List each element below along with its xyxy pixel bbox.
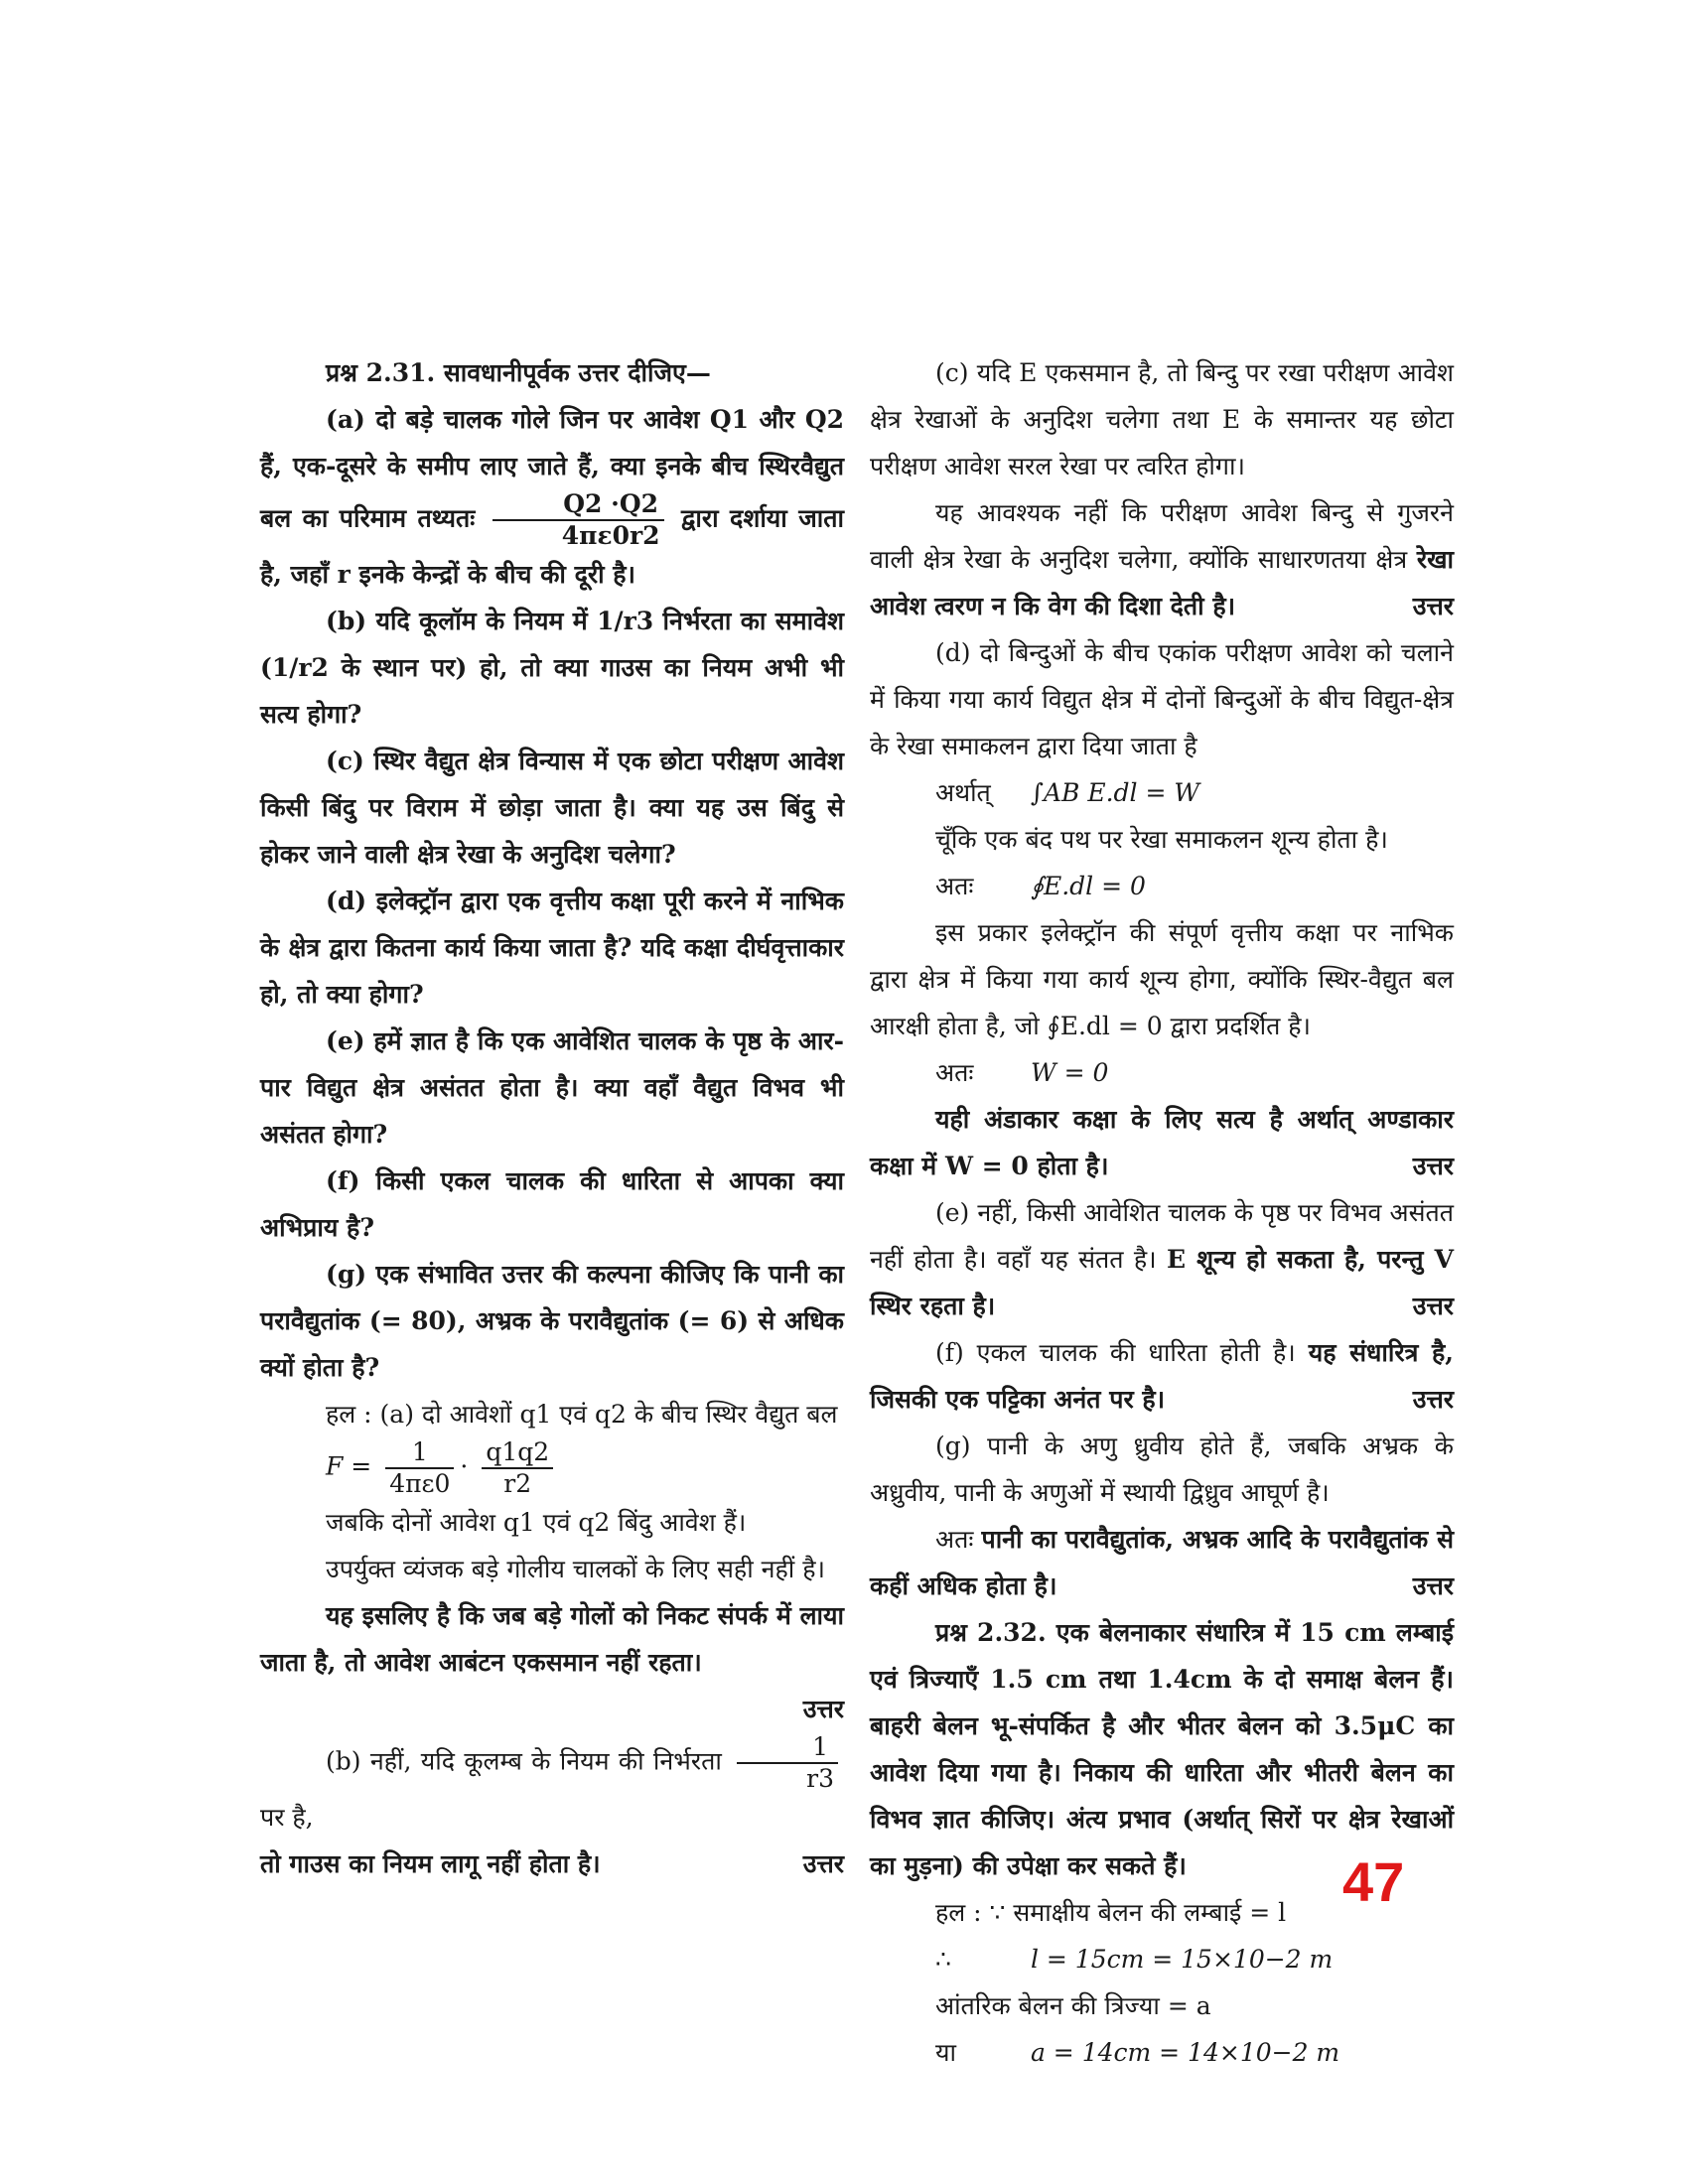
- question-d: (d) इलेक्ट्रॉन द्वारा एक वृत्तीय कक्षा पूरी करने में नाभिक के क्षेत्र द्वारा कितना कार्य किया जाता है? यदि कक्षा दीर्घवृत्ताकार हो, तो क्या होगा?: [260, 887, 844, 1009]
- question-2-31-heading: प्रश्न 2.31. सावधानीपूर्वक उत्तर दीजिए—: [326, 358, 711, 387]
- left-column: [260, 349, 844, 1887]
- solution-a-line2: जबकि दोनों आवेश q1 एवं q2 बिंदु आवेश हैं।: [326, 1508, 747, 1537]
- coulomb-force-equation: F = $\frac{1}{4\pi\varepsilon 0}$ · $\frac{q1q2}{r2}$: [260, 1437, 844, 1499]
- answer-label: उत्तर: [1412, 1292, 1454, 1320]
- answer-label: उत्तर: [802, 1849, 844, 1878]
- solution-e: (e) नहीं, किसी आवेशित चालक के पृष्ठ पर विभव असंतत नहीं होता है। वहाँ यह संतत है। E शून्य हो सकता है, परन्तु V स्थिर रहता है। उत्तर: [870, 1189, 1454, 1329]
- answer-label: उत्तर: [1412, 592, 1454, 620]
- solution-d-line2: चूँकि एक बंद पथ पर रेखा समाकलन शून्य होता है।: [935, 825, 1388, 854]
- solution-2-32-line3: आंतरिक बेलन की त्रिज्या = a: [935, 1991, 1211, 2020]
- solution-2-32-line1: हल : ∵ समाक्षीय बेलन की लम्बाई = l: [935, 1898, 1287, 1927]
- radius-equation: या a = 14cm = 14×10−2 m: [935, 2038, 1340, 2067]
- page-number: 47: [1342, 1850, 1405, 1913]
- force-fraction: $\frac{Q2 \cdot Q2}{4\pi\varepsilon 0r2}$: [492, 489, 664, 551]
- question-a: (a) दो बड़े चालक गोले जिन पर आवेश Q1 और Q2 हैं, एक-दूसरे के समीप लाए जाते हैं, क्या इनके बीच स्थिरवैद्युत बल का परिमाम तथ्यतः $\frac{Q2 \cdot Q2}{4\pi\varepsilon 0r2}$ द्वारा दर्शाया जाता है, जहाँ r इनके केन्द्रों के बीच की दूरी है।: [260, 405, 844, 589]
- question-c: (c) स्थिर वैद्युत क्षेत्र विन्यास में एक छोटा परीक्षण आवेश किसी बिंदु पर विराम में छोड़ा जाता है। क्या यह उस बिंदु से होकर जाने वाली क्षेत्र रेखा के अनुदिश चलेगा?: [260, 747, 844, 869]
- question-e: (e) हमें ज्ञात है कि एक आवेशित चालक के पृष्ठ के आर-पार विद्युत क्षेत्र असंतत होता है। क्या वहाँ वैद्युत विभव भी असंतत होगा?: [260, 1026, 844, 1149]
- solution-a-line4: यह इसलिए है कि जब बड़े गोलों को निकट संपर्क में लाया जाता है, तो आवेश आबंटन एकसमान नहीं रहता।: [260, 1601, 844, 1677]
- solution-a: हल : (a) दो आवेशों q1 एवं q2 के बीच स्थिर वैद्युत बल: [326, 1400, 838, 1429]
- answer-label: उत्तर: [802, 1695, 844, 1723]
- solution-d-line4: यही अंडाकार कक्षा के लिए सत्य है अर्थात् अण्डाकार कक्षा में W = 0 होता है। उत्तर: [870, 1096, 1454, 1189]
- question-g: (g) एक संभावित उत्तर की कल्पना कीजिए कि पानी का परावैद्युतांक (= 80), अभ्रक के परावैद्युतांक (= 6) से अधिक क्यों होता है?: [260, 1260, 844, 1382]
- solution-b-line2: तो गाउस का नियम लागू नहीं होता है। उत्तर: [260, 1841, 844, 1887]
- answer-label: उत्तर: [1412, 1152, 1454, 1180]
- solution-c: (c) यदि E एकसमान है, तो बिन्दु पर रखा परीक्षण आवेश क्षेत्र रेखाओं के अनुदिश चलेगा तथा E के समान्तर यह छोटा परीक्षण आवेश सरल रेखा पर त्वरित होगा।: [870, 358, 1454, 480]
- question-f: (f) किसी एकल चालक की धारिता से आपका क्या अभिप्राय है?: [260, 1166, 844, 1242]
- right-column: [870, 349, 1454, 2076]
- length-equation: ∴ l = 15cm = 15×10−2 m: [935, 1945, 1334, 1974]
- answer-label: उत्तर: [1412, 1571, 1454, 1600]
- question-b: (b) यदि कूलॉम के नियम में 1/r3 निर्भरता का समावेश (1/r2 के स्थान पर) हो, तो क्या गाउस का नियम अभी भी सत्य होगा?: [260, 607, 844, 729]
- solution-a-line3: उपर्युक्त व्यंजक बड़े गोलीय चालकों के लिए सही नहीं है।: [326, 1555, 825, 1583]
- solution-g-conclusion: अतः पानी का परावैद्युतांक, अभ्रक आदि के परावैद्युतांक से कहीं अधिक होता है। उत्तर: [870, 1516, 1454, 1609]
- closed-integral-equation: अतः ∮E.dl = 0: [935, 872, 1146, 900]
- solution-b: (b) नहीं, यदि कूलम्ब के नियम की निर्भरता $\frac{1}{r3}$ पर है,: [260, 1732, 844, 1841]
- answer-label: उत्तर: [1412, 1385, 1454, 1414]
- solution-g: (g) पानी के अणु ध्रुवीय होते हैं, जबकि अभ्रक के अध्रुवीय, पानी के अणुओं में स्थायी द्विध्रुव आघूर्ण है।: [870, 1432, 1454, 1507]
- work-zero-equation: अतः W = 0: [935, 1058, 1109, 1087]
- solution-d-line3: इस प्रकार इलेक्ट्रॉन की संपूर्ण वृत्तीय कक्षा पर नाभिक द्वारा क्षेत्र में किया गया कार्य शून्य होगा, क्योंकि स्थिर-वैद्युत बल आरक्षी होता है, जो ∮E.dl = 0 द्वारा प्रदर्शित है।: [870, 918, 1454, 1040]
- line-integral-equation: अर्थात् ∫AB E.dl = W: [935, 778, 1200, 807]
- solution-f: (f) एकल चालक की धारिता होती है। यह संधारित्र है, जिसकी एक पट्टिका अनंत पर है। उत्तर: [870, 1329, 1454, 1423]
- question-2-32: प्रश्न 2.32. एक बेलनाकार संधारित्र में 15 cm लम्बाई एवं त्रिज्याएँ 1.5 cm तथा 1.4cm के दो समाक्ष बेलन हैं। बाहरी बेलन भू-संपर्कित है और भीतर बेलन को 3.5μC का आवेश दिया गया है। निकाय की धारिता और भीतरी बेलन का विभव ज्ञात कीजिए। अंत्य प्रभाव (अर्थात् सिरों पर क्षेत्र रेखाओं का मुड़ना) की उपेक्षा कर सकते हैं।: [870, 1618, 1454, 1880]
- solution-c-note: यह आवश्यक नहीं कि परीक्षण आवेश बिन्दु से गुजरने वाली क्षेत्र रेखा के अनुदिश चलेगा, क्योंकि साधारणतया क्षेत्र रेखा आवेश त्वरण न कि वेग की दिशा देती है। उत्तर: [870, 489, 1454, 629]
- solution-d: (d) दो बिन्दुओं के बीच एकांक परीक्षण आवेश को चलाने में किया गया कार्य विद्युत क्षेत्र में दोनों बिन्दुओं के बीच विद्युत-क्षेत्र के रेखा समाकलन द्वारा दिया जाता है: [870, 638, 1454, 760]
